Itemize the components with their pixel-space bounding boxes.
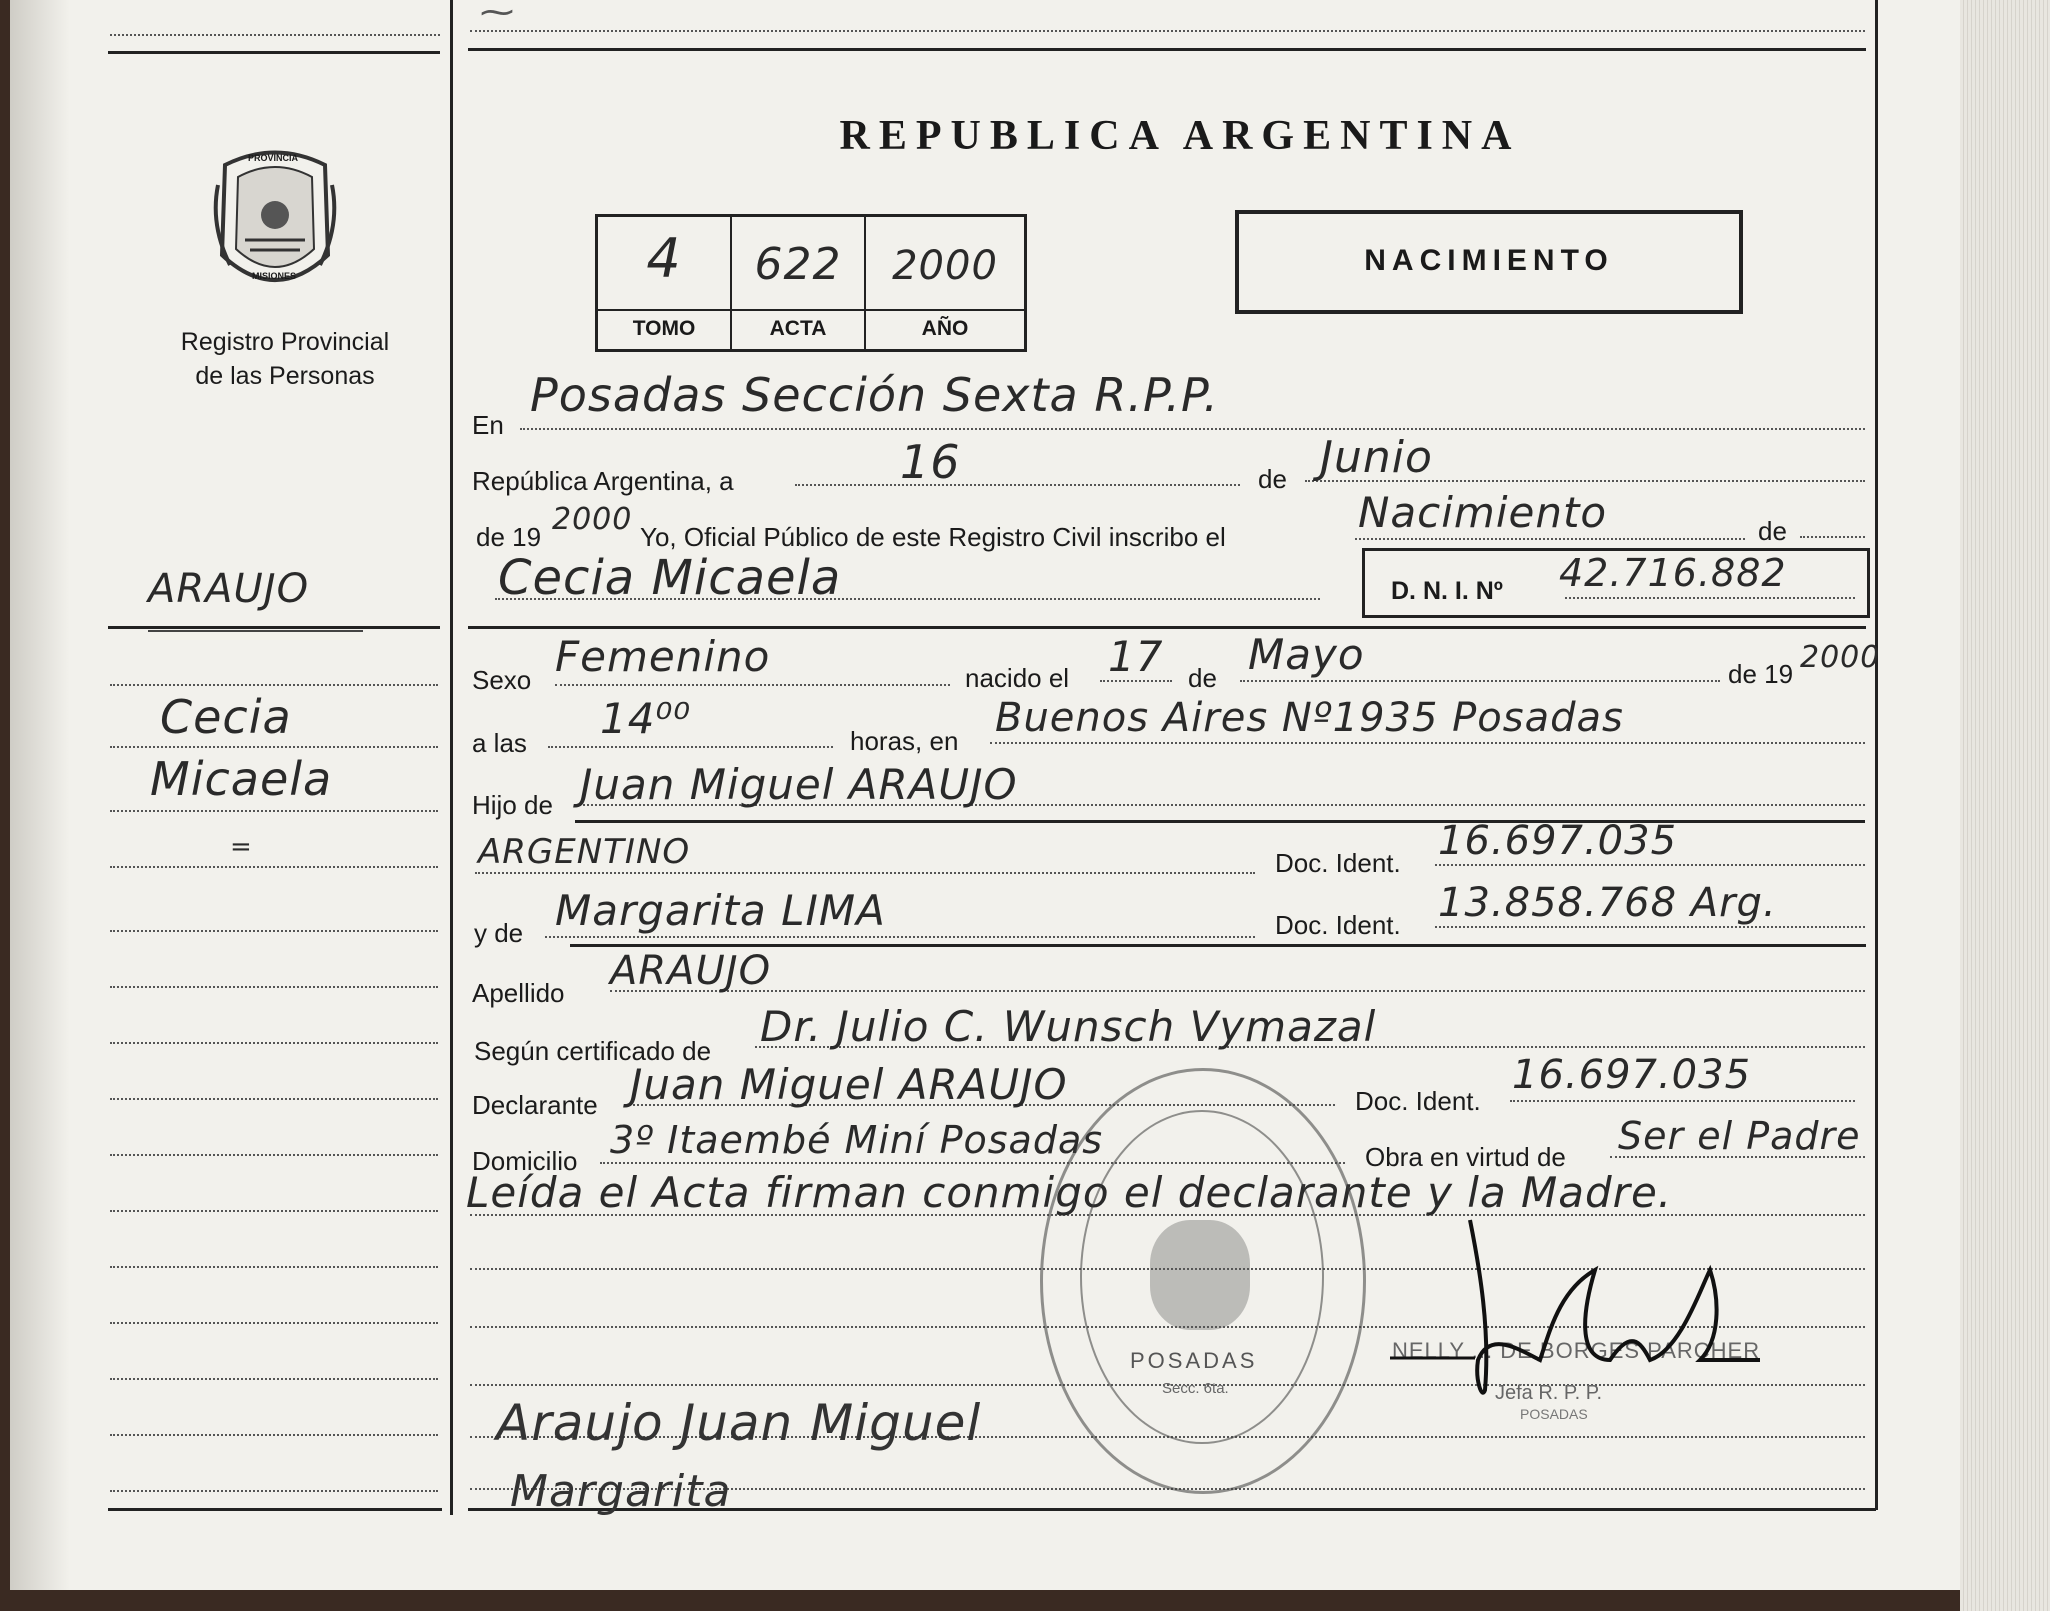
record-type-box (1235, 210, 1743, 314)
margin-top-rule (108, 51, 440, 54)
horas-label: horas, en (850, 726, 959, 756)
capacity-value: Ser el Padre (1618, 1114, 1861, 1158)
declarante-label: Declarante (472, 1090, 598, 1120)
hijo-label: Hijo de (472, 790, 553, 820)
margin-mark: = (230, 832, 253, 862)
doc-label-2: Doc. Ident. (1275, 910, 1401, 940)
month-value: Junio (1320, 432, 1433, 483)
segun-label: Según certificado de (474, 1036, 712, 1066)
de-end-label: de (1758, 516, 1787, 546)
binding-shadow (10, 0, 70, 1590)
registry-line-1: Registro Provincial (180, 328, 390, 356)
tomo-label: TOMO (632, 317, 696, 340)
officer-place: POSADAS (1520, 1406, 1588, 1422)
declarant-value: Juan Miguel ARAUJO (630, 1060, 1068, 1109)
emblem-top-text: PROVINCIA (248, 153, 299, 163)
margin-surname: ARAUJO (148, 566, 310, 612)
sexo-label: Sexo (472, 665, 532, 695)
margin-name-2: Micaela (150, 752, 333, 806)
alas-label: a las (472, 728, 527, 758)
act-kind-value: Nacimiento (1358, 488, 1608, 537)
form-top-rule (468, 48, 1866, 51)
de-label: de (1258, 464, 1287, 494)
margin-name-rule (108, 626, 440, 629)
doc-label: Doc. Ident. (1275, 848, 1401, 878)
certifier-value: Dr. Julio C. Wunsch Vymazal (760, 1002, 1377, 1051)
signature-line-2: Margarita (510, 1466, 732, 1517)
domicilio-label: Domicilio (472, 1146, 578, 1176)
margin-divider (450, 0, 453, 1515)
obra-label: Obra en virtud de (1365, 1142, 1566, 1172)
anio-value: 2000 (892, 243, 998, 289)
apellido-label: Apellido (472, 978, 565, 1008)
form-name-rule (468, 626, 1866, 629)
signature-line-1: Araujo Juan Miguel (496, 1394, 982, 1452)
seal-emblem-icon (1150, 1220, 1250, 1330)
de19-label: de 19 (476, 522, 542, 552)
birth-place-value: Buenos Aires Nº1935 Posadas (995, 695, 1624, 741)
form-dotted-line (470, 30, 1865, 32)
de-label-2: de (1188, 663, 1217, 693)
yde-label: y de (474, 918, 524, 948)
child-name-value: Cecia Micaela (498, 550, 842, 606)
en-label: En (472, 410, 504, 440)
page-stack-edge (1960, 0, 2050, 1611)
declarant-doc-value: 16.697.035 (1512, 1052, 1752, 1098)
father-nationality: ARGENTINO (478, 832, 691, 872)
registry-line-2: de las Personas (195, 362, 375, 390)
place-value: Posadas Sección Sexta R.P.P. (530, 368, 1220, 422)
republica-label: República Argentina, a (472, 466, 734, 496)
dni-box (1362, 548, 1870, 618)
previous-signature-fragment: ⁓ (480, 0, 515, 32)
year-value: 2000 (552, 502, 633, 537)
province-emblem (210, 145, 340, 295)
seal-city: POSADAS (1130, 1348, 1258, 1373)
dni-value: 42.716.882 (1559, 551, 1787, 595)
address-value: 3º Itaembé Miní Posadas (610, 1118, 1104, 1162)
record-number-box (595, 214, 1027, 352)
de19-label-2: de 19 (1728, 659, 1794, 689)
note-value: Leída el Acta firman conmigo el declarante y la Madre. (466, 1168, 1673, 1217)
doc-label-3: Doc. Ident. (1355, 1086, 1481, 1116)
officer-signature-icon (1380, 1210, 1780, 1430)
seal-subtitle: Secc. 6ta. (1162, 1380, 1229, 1397)
mother-doc-value: 13.858.768 Arg. (1438, 880, 1777, 926)
emblem-bottom-text: MISIONES (252, 271, 297, 281)
right-border (1875, 0, 1878, 1510)
officer-name: NELLY ... DE BORGES PARCHER (1392, 1338, 1761, 1363)
birth-year-value: 2000 (1800, 640, 1881, 675)
sex-value: Femenino (555, 632, 771, 681)
dni-label: D. N. I. Nº (1391, 577, 1503, 605)
margin-dotted-line (110, 34, 440, 36)
officer-title: Jefa R. P. P. (1495, 1382, 1603, 1404)
father-doc-value: 16.697.035 (1438, 818, 1678, 864)
anio-label: AÑO (921, 317, 969, 340)
record-type: NACIMIENTO (1364, 244, 1614, 277)
surname-value: ARAUJO (610, 948, 772, 994)
acta-value: 622 (754, 239, 842, 290)
tomo-value: 4 (646, 227, 682, 290)
mother-value: Margarita LIMA (555, 886, 886, 935)
yo-label: Yo, Oficial Público de este Registro Civil inscribo el (640, 522, 1226, 552)
margin-name-1: Cecia (160, 690, 292, 744)
nacido-label: nacido el (965, 663, 1070, 693)
birth-hour-value: 14⁰⁰ (600, 694, 692, 743)
page-title: REPUBLICA ARGENTINA (839, 113, 1521, 159)
acta-label: ACTA (769, 317, 827, 340)
birth-day-value: 17 (1108, 632, 1164, 681)
birth-month-value: Mayo (1248, 630, 1365, 679)
day-value: 16 (900, 435, 961, 489)
father-value: Juan Miguel ARAUJO (580, 760, 1018, 809)
